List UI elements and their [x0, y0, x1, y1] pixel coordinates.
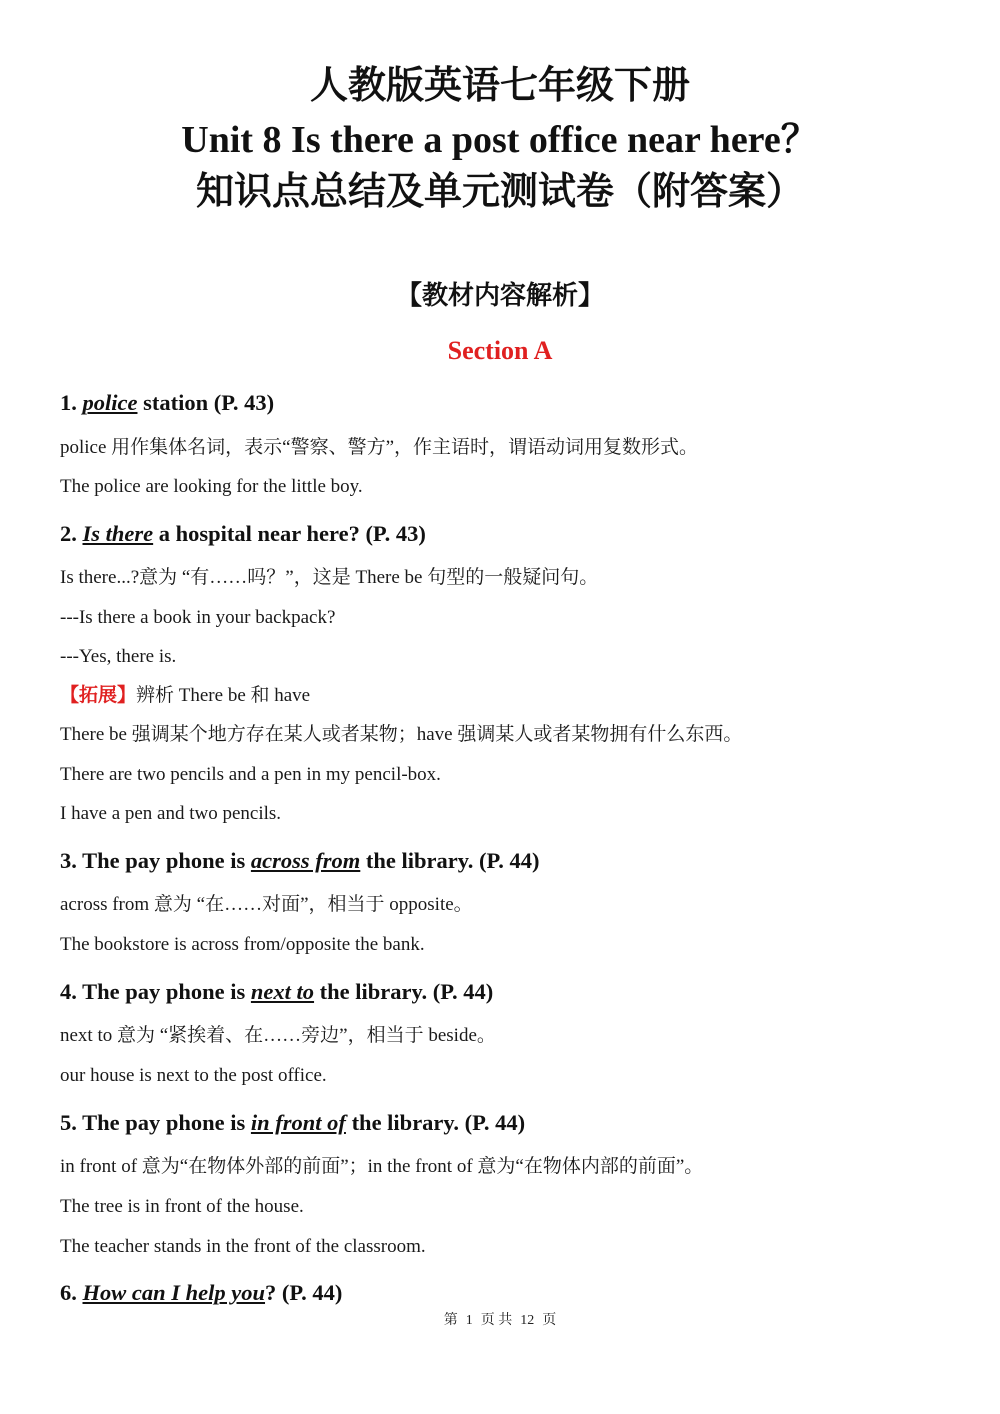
item-number: 2. [60, 521, 77, 546]
item-2-line-3: ---Yes, there is. [60, 646, 177, 667]
item-2-ext-line-2: There are two pencils and a pen in my pencil-box. [60, 764, 441, 785]
footer-middle: 页 共 [480, 1313, 513, 1328]
extension-tag: 【拓展】 [60, 685, 137, 706]
item-number: 6. [60, 1280, 77, 1305]
item-4-heading [60, 977, 493, 1007]
footer-page-number: 1 [465, 1313, 473, 1328]
item-1-line-2: The police are looking for the little boy. [60, 476, 363, 497]
title-line-2: Unit 8 Is there a post office near here？ [181, 119, 819, 161]
page-footer [0, 1310, 1000, 1332]
item-heading-rest: ? (P. 44) [265, 1280, 343, 1305]
item-heading-rest: the library. (P. 44) [314, 979, 494, 1004]
item-2-ext-line-1: There be 强调某个地方存在某人或者某物；have 强调某人或者某物拥有什么东西。 [60, 724, 743, 745]
item-5-line-2: The tree is in front of the house. [60, 1196, 304, 1217]
item-number: 3. [60, 848, 77, 873]
footer-prefix: 第 [443, 1313, 458, 1328]
title-line-3: 知识点总结及单元测试卷（附答案） [195, 171, 804, 213]
item-heading-start: The pay phone is [82, 979, 251, 1004]
item-heading-rest: a hospital near here? (P. 43) [153, 521, 426, 546]
item-number: 1. [60, 390, 77, 415]
item-4-line-2: our house is next to the post office. [60, 1065, 327, 1086]
item-number: 5. [60, 1110, 77, 1135]
item-3-heading [60, 846, 539, 876]
item-2-ext-line-3: I have a pen and two pencils. [60, 803, 282, 824]
item-5-line-1: in front of 意为“在物体外部的前面”；in the front of 意为“在物体内部的前面”。 [60, 1156, 704, 1177]
item-keyword: in front of [250, 1110, 346, 1135]
section-label: 【教材内容解析】 [395, 281, 604, 310]
item-4-line-1: next to 意为 “紧挨着、在……旁边”，相当于 beside。 [60, 1025, 496, 1046]
extension-text: 辨析 There be 和 have [136, 685, 311, 706]
item-2-line-1: Is there...?意为 “有……吗？”，这是 There be 句型的一般疑问句。 [60, 567, 599, 588]
item-number: 4. [60, 979, 77, 1004]
item-2-heading [60, 519, 426, 549]
item-5-heading [60, 1108, 525, 1138]
title-line-1: 人教版英语七年级下册 [309, 65, 690, 107]
item-keyword: next to [250, 979, 315, 1004]
item-2-line-2: ---Is there a book in your backpack? [60, 607, 336, 628]
footer-total-pages: 12 [520, 1313, 535, 1328]
item-heading-rest: station (P. 43) [137, 390, 275, 415]
item-heading-rest: the library. (P. 44) [360, 848, 540, 873]
item-1-line-1: police 用作集体名词，表示“警察、警方”，作主语时，谓语动词用复数形式。 [60, 437, 699, 458]
item-keyword: Is there [82, 521, 154, 546]
section-name: Section A [447, 336, 553, 365]
footer-suffix: 页 [542, 1313, 557, 1328]
item-5-line-3: The teacher stands in the front of the classroom. [60, 1236, 426, 1257]
item-heading-start: The pay phone is [82, 848, 251, 873]
item-6-heading [60, 1278, 342, 1308]
item-3-line-1: across from 意为 “在……对面”，相当于 opposite。 [60, 894, 473, 915]
extension-line [60, 683, 310, 709]
item-heading-rest: the library. (P. 44) [345, 1110, 526, 1135]
item-keyword: across from [250, 848, 361, 873]
item-keyword: How can I help you [82, 1280, 266, 1305]
item-3-line-2: The bookstore is across from/opposite the bank. [60, 934, 425, 955]
item-1-heading [60, 388, 274, 418]
item-heading-start: The pay phone is [82, 1110, 251, 1135]
item-keyword: police [82, 390, 138, 415]
